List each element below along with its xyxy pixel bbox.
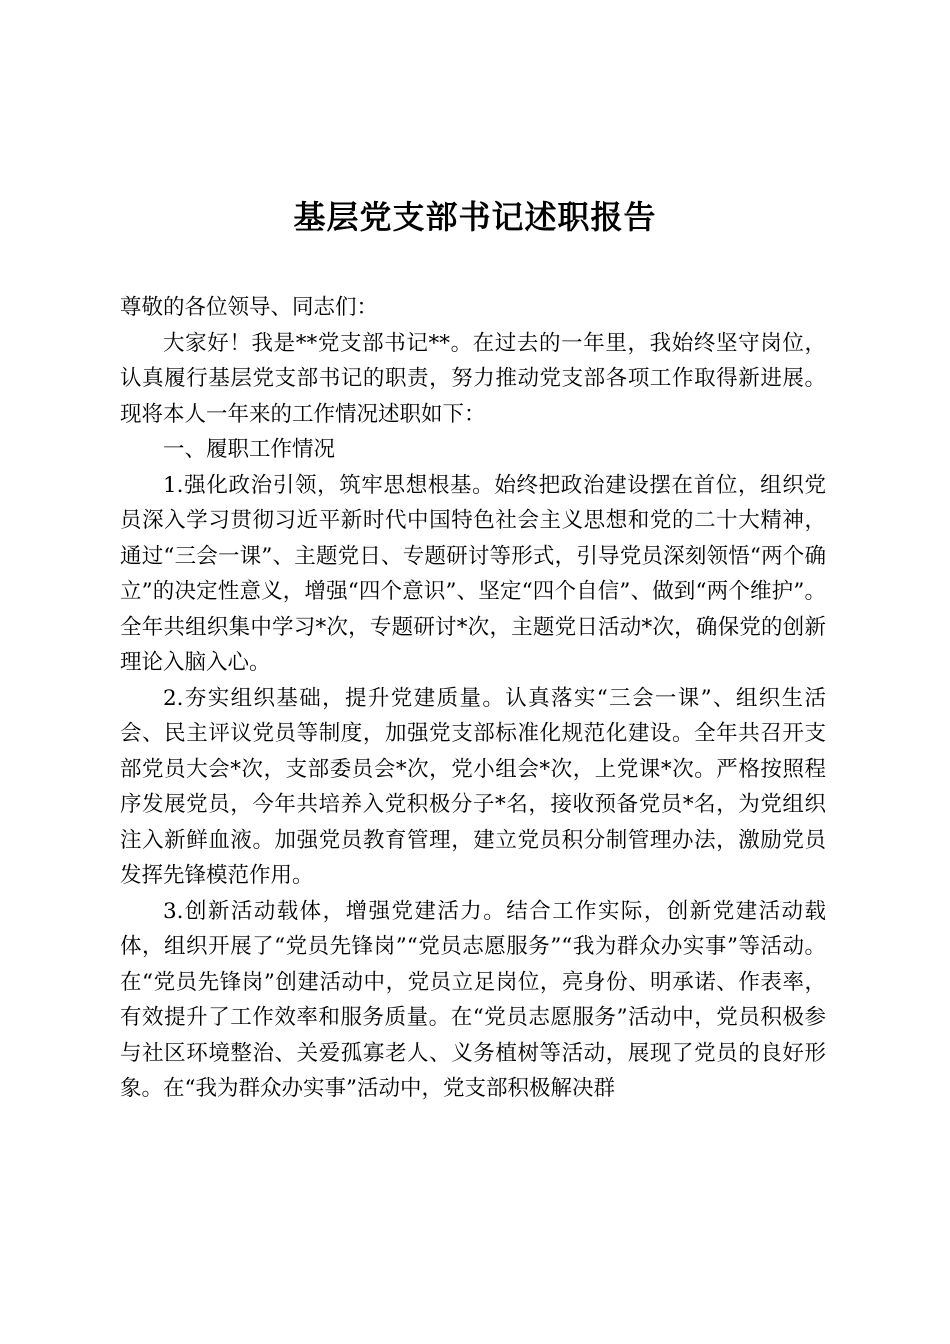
document-title: 基层党支部书记述职报告 (293, 198, 657, 236)
paragraph-2: 2.夯实组织基础，提升党建质量。认真落实“三会一课”、组织生活会、民主评议党员等制度，加强党支部标准化规范化建设。全年共召开支部党员大会*次，支部委员会*次，党小组会*次，上党课*次。严格按照程序发展党员，今年共培养入党积极分子*名，接收预备党员*名，为党组织注入新鲜血液。加强党员教育管理，建立党员积分制管理办法，激励党员发挥先锋模范作用。 (120, 685, 826, 888)
paragraph-3: 3.创新活动载体，增强党建活力。结合工作实际，创新党建活动载体，组织开展了“党员先锋岗”“党员志愿服务”“我为群众办实事”等活动。在“党员先锋岗”创建活动中，党员立足岗位，亮身份、明承诺、作表率，有效提升了工作效率和服务质量。在“党员志愿服务”活动中，党员积极参与社区环境整治、关爱孤寡老人、义务植树等活动，展现了党员的良好形象。在“我为群众办实事”活动中，党支部积极解决群 (120, 898, 826, 1101)
salutation: 尊敬的各位领导、同志们： (120, 295, 379, 320)
paragraph-1: 1.强化政治引领，筑牢思想根基。始终把政治建设摆在首位，组织党员深入学习贯彻习近平新时代中国特色社会主义思想和党的二十大精神，通过“三会一课”、主题党日、专题研讨等形式，引导党员深刻领悟“两个确立”的决定性意义，增强“四个意识”、坚定“四个自信”、做到“两个维护”。全年共组织集中学习*次，专题研讨*次，主题党日活动*次，确保党的创新理论入脑入心。 (120, 472, 826, 675)
section-heading: 一、履职工作情况 (163, 437, 336, 462)
document-body (120, 290, 826, 1107)
intro-paragraph: 大家好！我是**党支部书记**。在过去的一年里，我始终坚守岗位，认真履行基层党支部书记的职责，努力推动党支部各项工作取得新进展。现将本人一年来的工作情况述职如下： (120, 330, 826, 427)
